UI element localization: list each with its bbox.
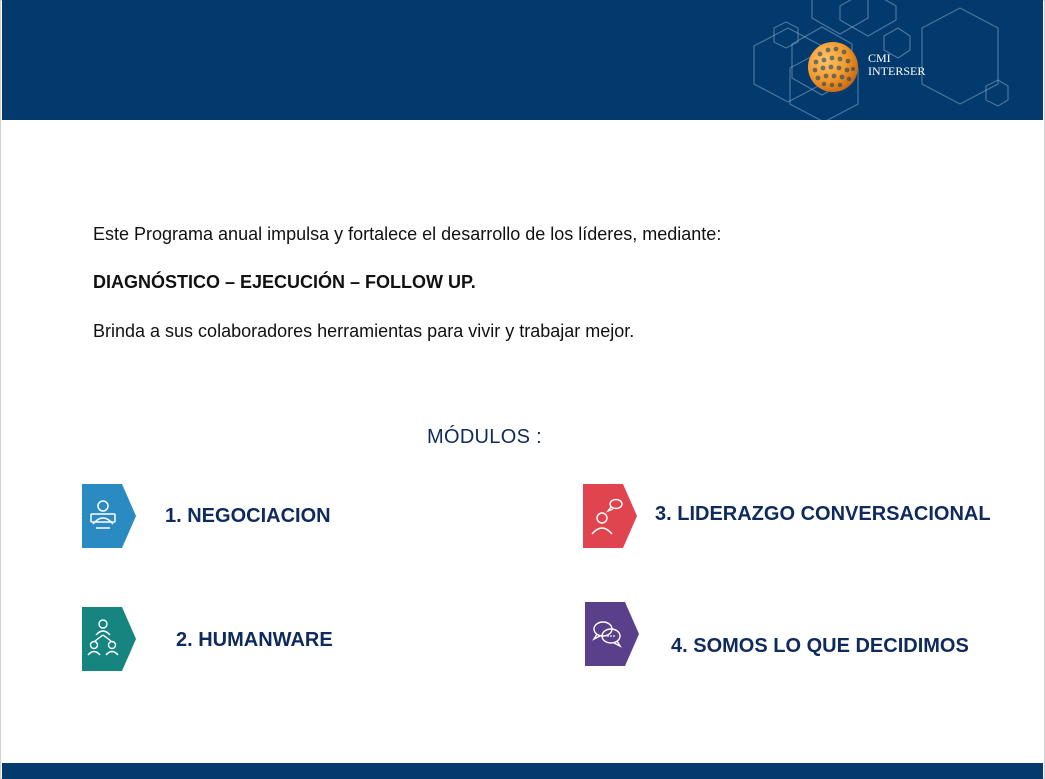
intro-text-line1: Este Programa anual impulsa y fortalece el desarrollo de los líderes, mediante: xyxy=(93,224,722,244)
intro-text-line3: Brinda a sus colaboradores herramientas para vivir y trabajar mejor. xyxy=(93,321,635,341)
module-4-label: 4. SOMOS LO QUE DECIDIMOS xyxy=(671,635,969,657)
team-icon xyxy=(82,607,138,671)
module-3-label: 3. LIDERAZGO CONVERSACIONAL xyxy=(655,503,991,525)
intro-text-line2: DIAGNÓSTICO – EJECUCIÓN – FOLLOW UP. xyxy=(93,272,476,292)
cmi-interser-logo xyxy=(806,40,860,94)
logo-text-cmi: CMI xyxy=(868,51,891,65)
logo-text-interser: INTERSER xyxy=(868,64,926,78)
header-banner xyxy=(2,0,1043,120)
speaking-person-icon xyxy=(583,484,639,548)
logo-wordmark xyxy=(868,52,925,78)
module-1-label: 1. NEGOCIACION xyxy=(165,505,331,527)
modules-title: MÓDULOS : xyxy=(427,426,542,448)
module-2-label: 2. HUMANWARE xyxy=(176,629,333,651)
chat-bubbles-icon xyxy=(585,602,641,666)
negotiation-icon xyxy=(82,484,138,548)
footer-bar xyxy=(2,763,1043,779)
